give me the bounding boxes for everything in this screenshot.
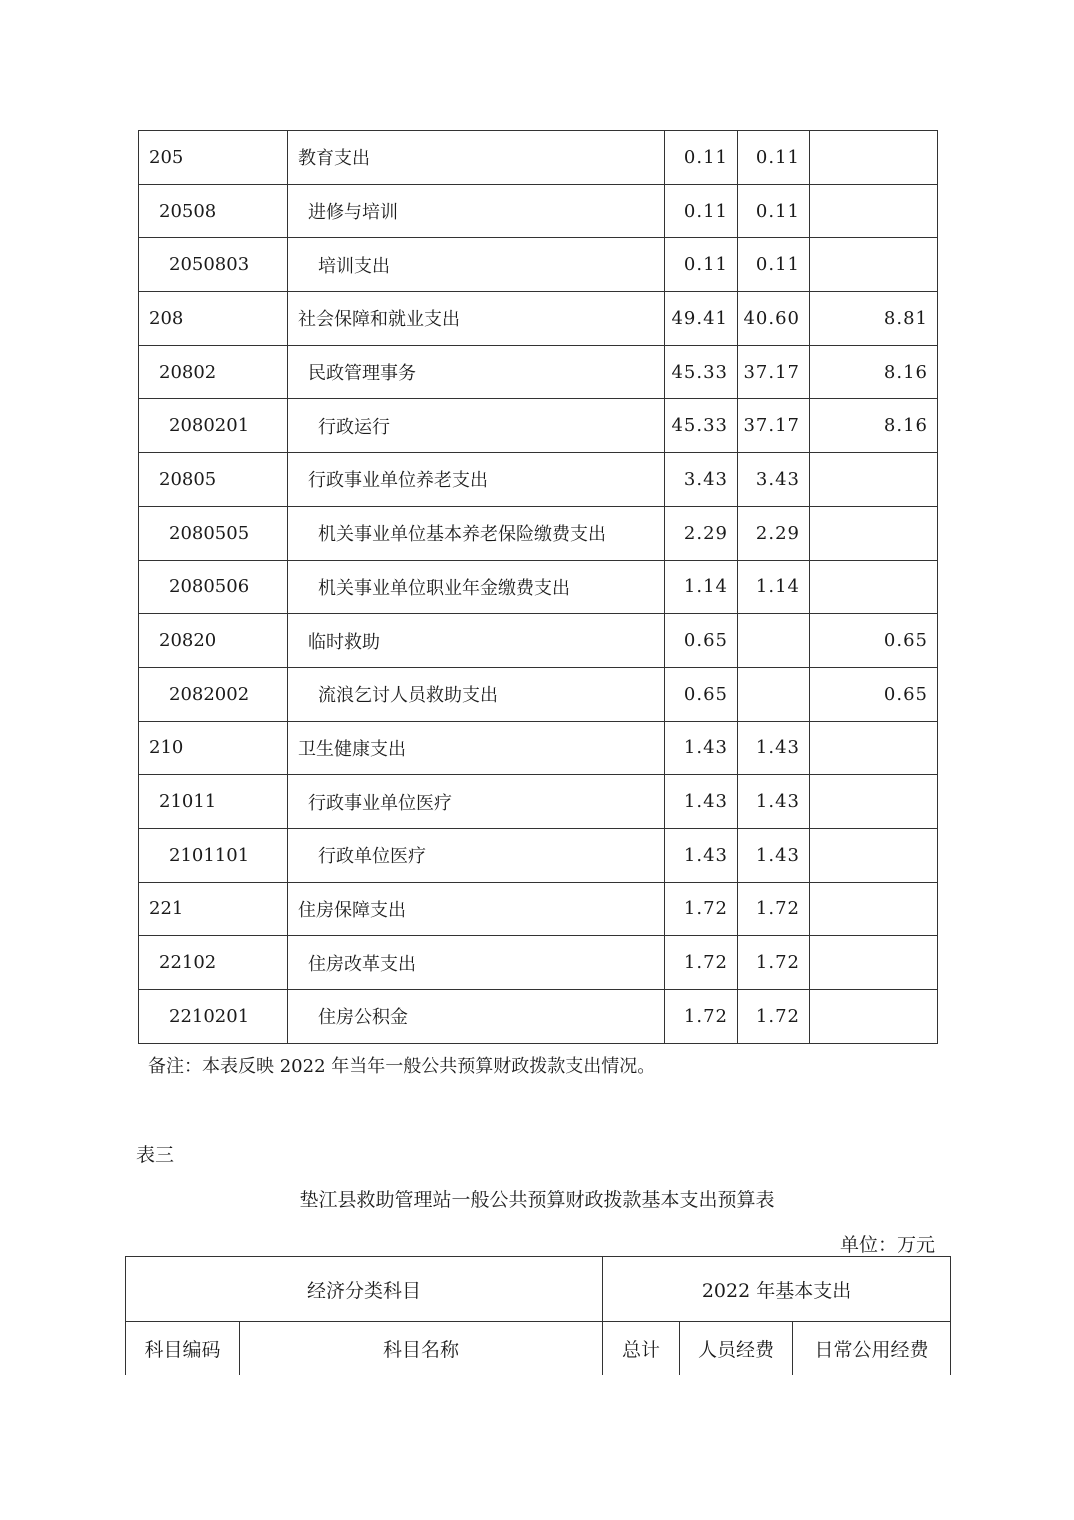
table-row — [139, 345, 938, 399]
table-row — [139, 238, 938, 292]
basic-expenditure-table — [125, 1256, 951, 1375]
subject-name-cell: 教育支出 — [288, 131, 665, 185]
table-row — [139, 882, 938, 936]
header-subject-code: 科目编码 — [126, 1322, 240, 1375]
header-total: 总计 — [603, 1322, 680, 1375]
header-subject-name: 科目名称 — [240, 1322, 603, 1375]
public-cell — [810, 828, 938, 882]
subject-name-cell: 民政管理事务 — [288, 345, 665, 399]
personnel-cell: 0.11 — [738, 184, 810, 238]
table3-unit: 单位：万元 — [840, 1234, 936, 1256]
header-economic-classification: 经济分类科目 — [126, 1257, 603, 1322]
table-row — [139, 184, 938, 238]
header-personnel: 人员经费 — [680, 1322, 793, 1375]
public-cell — [810, 775, 938, 829]
total-cell: 1.14 — [665, 560, 738, 614]
table-row — [139, 828, 938, 882]
personnel-cell: 1.72 — [738, 990, 810, 1044]
total-cell: 2.29 — [665, 506, 738, 560]
table-row — [139, 721, 938, 775]
subject-name-cell: 行政单位医疗 — [288, 828, 665, 882]
public-cell — [810, 184, 938, 238]
subject-name-cell: 培训支出 — [288, 238, 665, 292]
total-cell: 0.11 — [665, 238, 738, 292]
subject-code-cell: 2210201 — [139, 990, 288, 1044]
public-cell: 0.65 — [810, 667, 938, 721]
table-row — [139, 614, 938, 668]
public-cell — [810, 131, 938, 185]
personnel-cell: 1.43 — [738, 775, 810, 829]
table3-label: 表三 — [136, 1144, 175, 1166]
public-cell — [810, 936, 938, 990]
total-cell: 1.43 — [665, 775, 738, 829]
subject-code-cell: 2082002 — [139, 667, 288, 721]
personnel-cell: 37.17 — [738, 399, 810, 453]
table-note: 备注：本表反映 2022 年当年一般公共预算财政拨款支出情况。 — [148, 1056, 656, 1077]
subject-code-cell: 2050803 — [139, 238, 288, 292]
personnel-cell — [738, 614, 810, 668]
expenditure-table — [138, 130, 938, 1044]
total-cell: 1.43 — [665, 828, 738, 882]
subject-code-cell: 208 — [139, 292, 288, 346]
subject-name-cell: 行政事业单位医疗 — [288, 775, 665, 829]
subject-name-cell: 机关事业单位职业年金缴费支出 — [288, 560, 665, 614]
public-cell — [810, 990, 938, 1044]
personnel-cell: 0.11 — [738, 238, 810, 292]
table-row — [139, 775, 938, 829]
subject-name-cell: 行政运行 — [288, 399, 665, 453]
personnel-cell: 0.11 — [738, 131, 810, 185]
table-row — [139, 560, 938, 614]
total-cell: 0.11 — [665, 184, 738, 238]
subject-code-cell: 2101101 — [139, 828, 288, 882]
personnel-cell: 1.72 — [738, 936, 810, 990]
expenditure-table-body — [139, 131, 938, 1044]
table-row — [139, 506, 938, 560]
personnel-cell: 3.43 — [738, 453, 810, 507]
table-row — [139, 667, 938, 721]
subject-name-cell: 行政事业单位养老支出 — [288, 453, 665, 507]
public-cell — [810, 506, 938, 560]
personnel-cell: 40.60 — [738, 292, 810, 346]
personnel-cell — [738, 667, 810, 721]
total-cell: 45.33 — [665, 399, 738, 453]
subject-code-cell: 2080506 — [139, 560, 288, 614]
total-cell: 0.65 — [665, 667, 738, 721]
public-cell — [810, 453, 938, 507]
subject-code-cell: 205 — [139, 131, 288, 185]
subject-name-cell: 流浪乞讨人员救助支出 — [288, 667, 665, 721]
total-cell: 45.33 — [665, 345, 738, 399]
public-cell — [810, 882, 938, 936]
total-cell: 49.41 — [665, 292, 738, 346]
table3-header-group-row — [126, 1257, 951, 1322]
public-cell — [810, 560, 938, 614]
table-row — [139, 131, 938, 185]
public-cell — [810, 238, 938, 292]
personnel-cell: 37.17 — [738, 345, 810, 399]
table-row — [139, 936, 938, 990]
personnel-cell: 1.43 — [738, 721, 810, 775]
subject-code-cell: 2080201 — [139, 399, 288, 453]
subject-code-cell: 20820 — [139, 614, 288, 668]
header-basic-expenditure-2022: 2022 年基本支出 — [603, 1257, 951, 1322]
table-row — [139, 453, 938, 507]
table-row — [139, 399, 938, 453]
total-cell: 1.72 — [665, 882, 738, 936]
total-cell: 1.43 — [665, 721, 738, 775]
subject-name-cell: 社会保障和就业支出 — [288, 292, 665, 346]
total-cell: 0.11 — [665, 131, 738, 185]
subject-code-cell: 20805 — [139, 453, 288, 507]
subject-code-cell: 22102 — [139, 936, 288, 990]
public-cell — [810, 721, 938, 775]
public-cell: 8.16 — [810, 399, 938, 453]
table3-title: 垫江县救助管理站一般公共预算财政拨款基本支出预算表 — [299, 1189, 775, 1211]
public-cell: 8.81 — [810, 292, 938, 346]
subject-name-cell: 临时救助 — [288, 614, 665, 668]
subject-name-cell: 住房改革支出 — [288, 936, 665, 990]
subject-name-cell: 卫生健康支出 — [288, 721, 665, 775]
personnel-cell: 1.72 — [738, 882, 810, 936]
total-cell: 1.72 — [665, 990, 738, 1044]
personnel-cell: 2.29 — [738, 506, 810, 560]
table-row — [139, 292, 938, 346]
personnel-cell: 1.14 — [738, 560, 810, 614]
subject-code-cell: 20508 — [139, 184, 288, 238]
total-cell: 0.65 — [665, 614, 738, 668]
personnel-cell: 1.43 — [738, 828, 810, 882]
table-row — [139, 990, 938, 1044]
subject-code-cell: 21011 — [139, 775, 288, 829]
header-daily-public: 日常公用经费 — [793, 1322, 951, 1375]
total-cell: 1.72 — [665, 936, 738, 990]
public-cell: 8.16 — [810, 345, 938, 399]
subject-name-cell: 机关事业单位基本养老保险缴费支出 — [288, 506, 665, 560]
subject-code-cell: 221 — [139, 882, 288, 936]
subject-name-cell: 进修与培训 — [288, 184, 665, 238]
subject-code-cell: 20802 — [139, 345, 288, 399]
subject-code-cell: 210 — [139, 721, 288, 775]
public-cell: 0.65 — [810, 614, 938, 668]
subject-code-cell: 2080505 — [139, 506, 288, 560]
table3-header-row — [126, 1322, 951, 1375]
subject-name-cell: 住房保障支出 — [288, 882, 665, 936]
subject-name-cell: 住房公积金 — [288, 990, 665, 1044]
total-cell: 3.43 — [665, 453, 738, 507]
